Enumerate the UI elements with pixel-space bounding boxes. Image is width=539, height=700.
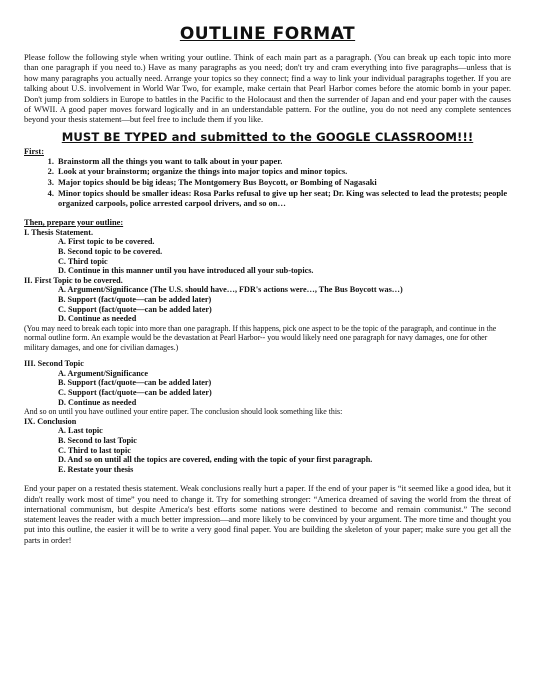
topic1-note: (You may need to break each topic into more than one paragraph. If this happens, pick one aspect to be the topic of the paragraph, and continue in the normal outline form. An example would be the devastation at Pearl Harbor-- you would likely need one paragraph for navy damages, one for other military damages, and one for civilian damages.) [24,323,497,352]
topic2-item: A. Argument/Significance [58,368,149,378]
topic1-item: B. Support (fact/quote—can be added later) [58,294,212,304]
thesis-item: A. First topic to be covered. [58,237,155,247]
conclusion-item: C. Third to last topic [58,445,131,455]
topic1-heading: II. First Topic to be covered. [24,275,123,285]
conclusion-item: E. Restate your thesis [58,464,134,474]
topic2-item: B. Support (fact/quote—can be added later) [58,378,212,388]
topic1-item: A. Argument/Significance (The U.S. should have…, FDR's actions were…, The Bus Boycott was…) [58,285,403,295]
conclusion-item: D. And so on until all the topics are covered, ending with the topic of your first paragraph. [58,455,373,465]
conclusion-heading: IX. Conclusion [24,416,77,426]
topic1-item: D. Continue as needed [58,314,137,324]
thesis-item: C. Third topic [58,256,108,266]
outline-heading: Then, prepare your outline: [24,217,124,227]
thesis-item: B. Second topic to be covered. [58,247,163,256]
topic2-note: And so on until you have outlined your entire paper. The conclusion should look something like this: [24,407,343,417]
first-step-item: 3. Major topics should be big ideas; The Montgomery Bus Boycott, or Bombing of Nagasaki [56,178,511,189]
topic2-item: C. Support (fact/quote—can be added later) [58,388,212,398]
thesis-heading: I. Thesis Statement. [24,227,93,237]
closing-paragraph: End your paper on a restated thesis statement. Weak conclusions really hurt a paper. If the end of your paper is “it seemed like a good idea, but it didn't really work most of time” you need to change it. Try for something stronger: “America dreamed of saving the world from the threat of international communism, but despite America's best efforts some nations were destined to become and remain communist.” The second statement leaves the reader with a much better impression—and more likely to be convinced by your argument. The more time and thought you put into this outline, the easier it will be to write a very good final paper. You are building the skeleton of your paper; make sure you get all the parts in order! [24,484,511,545]
thesis-item: D. Continue in this manner until you have introduced all your sub-topics. [58,266,314,276]
topic2-item: D. Continue as needed [58,397,137,407]
topic2-heading: III. Second Topic [24,359,84,369]
first-step-item: 4. Minor topics should be smaller ideas: Rosa Parks refusal to give up her seat; Dr. King was selected to lead the protests; people organized carpools, police arrested carpool drivers, and so on… [56,189,511,210]
conclusion-item: A. Last topic [58,426,103,436]
first-step-item: 2. Look at your brainstorm; organize the things into major topics and minor topics. [56,167,511,178]
conclusion-item: B. Second to last Topic [58,435,137,445]
intro-paragraph: Please follow the following style when writing your outline. Think of each main part as a paragraph. (You can break up each topic into more than one paragraph if you need to.) Have as many paragraphs as you need; don't try and cram everything into five paragraphs—unless that is how many paragraphs you actually need. Arrange your topics so they connect; find a way to link your individual paragraphs together. If you are talking about U.S. involvement in World War Two, for example, make certain that Pearl Harbor comes before the atomic bomb in your paper. Don't jump from soldiers in Europe to battles in the Pacific to the Holocaust and then the surrender of Japan and end your paper with the causes of WWII. A good paper moves forward logically and in an understandable pattern. For the outline, you do not need any complete sentences beyond your thesis statement—but feel free to include them if you like. [24,53,511,125]
submission-banner: MUST BE TYPED and submitted to the GOOGLE CLASSROOM!!! [61,129,474,144]
page-title: OUTLINE FORMAT [179,24,356,44]
topic1-item: C. Support (fact/quote—can be added later) [58,304,212,314]
first-steps-list [24,157,511,210]
first-label: First: [24,146,44,156]
first-step-item: 1. Brainstorm all the things you want to talk about in your paper. [56,157,511,168]
